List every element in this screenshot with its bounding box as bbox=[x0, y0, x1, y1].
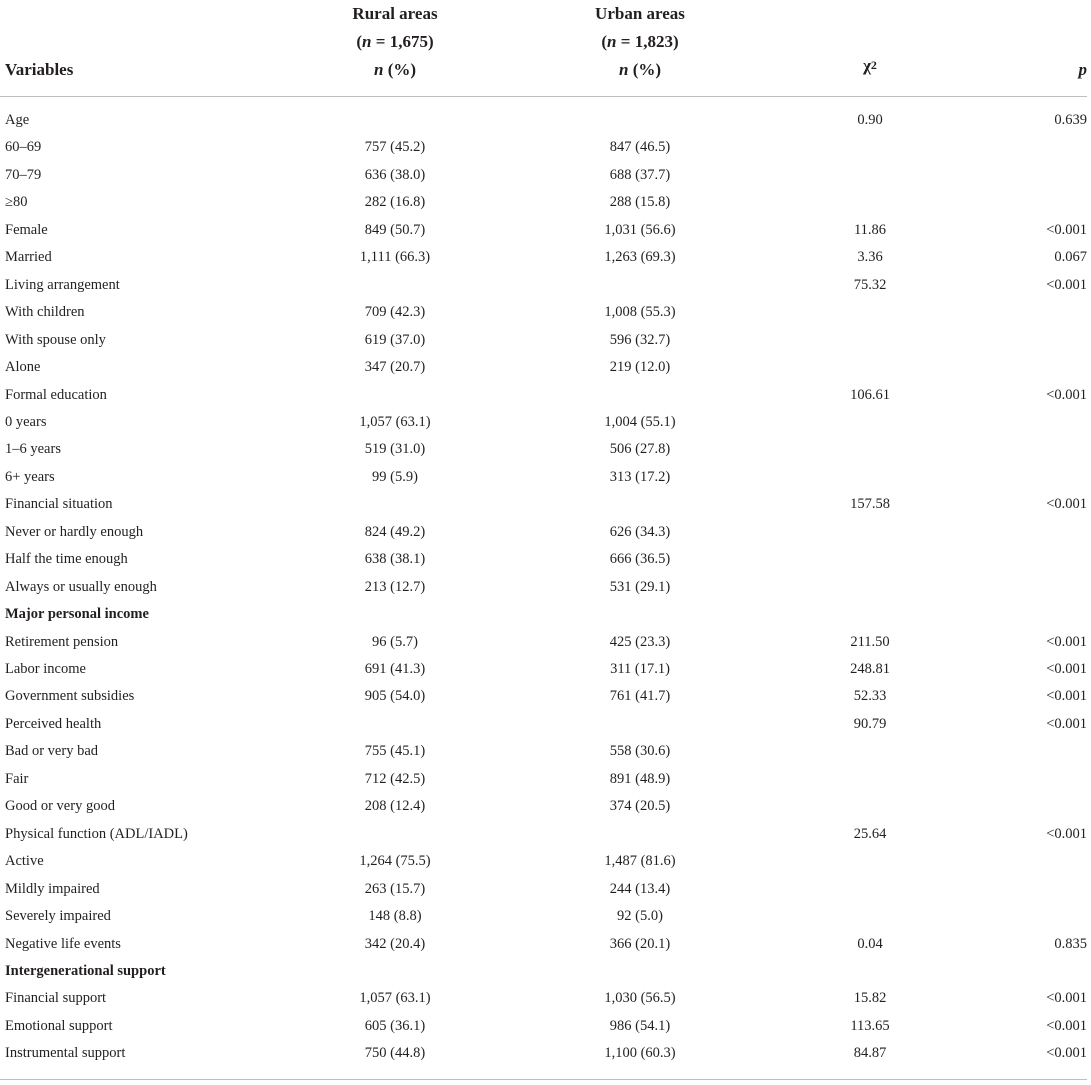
row-variable: Active bbox=[5, 853, 44, 870]
table-row bbox=[0, 327, 1091, 354]
row-variable: With spouse only bbox=[5, 331, 106, 348]
table-row bbox=[0, 134, 1091, 161]
header-rural-n: (n = 1,675) bbox=[356, 32, 434, 51]
row-variable: Physical function (ADL/IADL) bbox=[5, 825, 188, 842]
row-rural-value: 282 (16.8) bbox=[364, 194, 426, 211]
table-row bbox=[0, 1040, 1091, 1067]
row-urban-value: 761 (41.7) bbox=[609, 688, 671, 705]
row-variable: Financial support bbox=[5, 990, 107, 1007]
row-urban-value: 596 (32.7) bbox=[609, 331, 671, 348]
row-p-value: 0.639 bbox=[1054, 112, 1087, 128]
row-chi-square: 90.79 bbox=[853, 715, 887, 732]
row-rural-value: 638 (38.1) bbox=[364, 551, 426, 568]
row-variable: 6+ years bbox=[5, 468, 55, 485]
header-rural-areas bbox=[325, 0, 465, 84]
row-variable: Female bbox=[5, 221, 48, 238]
row-urban-value: 219 (12.0) bbox=[609, 359, 671, 376]
row-p-value: <0.001 bbox=[1046, 633, 1087, 650]
row-chi-square: 75.32 bbox=[853, 276, 887, 293]
row-rural-value: 905 (54.0) bbox=[364, 688, 426, 705]
row-variable: 0 years bbox=[5, 413, 47, 430]
row-urban-value: 1,031 (56.6) bbox=[604, 221, 676, 238]
row-rural-value: 519 (31.0) bbox=[364, 441, 426, 458]
row-urban-value: 531 (29.1) bbox=[609, 578, 671, 595]
row-variable: Mildly impaired bbox=[5, 880, 100, 897]
row-rural-value: 712 (42.5) bbox=[364, 770, 426, 787]
row-variable: Retirement pension bbox=[5, 633, 119, 650]
row-rural-value: 755 (45.1) bbox=[364, 743, 426, 760]
table-row bbox=[0, 683, 1091, 710]
row-urban-value: 1,100 (60.3) bbox=[604, 1045, 676, 1062]
row-variable: Financial situation bbox=[5, 496, 113, 513]
row-variable: Married bbox=[5, 249, 52, 266]
row-p-value: <0.001 bbox=[1046, 276, 1087, 293]
row-rural-value: 636 (38.0) bbox=[364, 166, 426, 183]
table-row bbox=[0, 354, 1091, 381]
table-row bbox=[0, 1013, 1091, 1040]
table-row bbox=[0, 656, 1091, 683]
row-variable: Fair bbox=[5, 770, 29, 787]
table-row bbox=[0, 519, 1091, 546]
row-urban-value: 425 (23.3) bbox=[609, 633, 671, 650]
row-rural-value: 96 (5.7) bbox=[372, 633, 418, 650]
row-urban-value: 366 (20.1) bbox=[609, 935, 671, 952]
row-urban-value: 626 (34.3) bbox=[609, 523, 671, 540]
row-rural-value: 757 (45.2) bbox=[364, 139, 426, 156]
header-urban-areas bbox=[570, 0, 710, 84]
row-urban-value: 986 (54.1) bbox=[609, 1017, 671, 1034]
row-chi-square: 0.90 bbox=[857, 112, 883, 128]
header-urban-title: Urban areas bbox=[595, 4, 685, 23]
row-p-value: <0.001 bbox=[1046, 688, 1087, 705]
row-variable: Severely impaired bbox=[5, 908, 111, 925]
row-chi-square: 25.64 bbox=[853, 825, 887, 842]
table-row bbox=[0, 299, 1091, 326]
row-rural-value: 750 (44.8) bbox=[364, 1045, 426, 1062]
row-urban-value: 313 (17.2) bbox=[609, 468, 671, 485]
table-row bbox=[0, 574, 1091, 601]
row-urban-value: 311 (17.1) bbox=[610, 661, 670, 677]
row-p-value: <0.001 bbox=[1046, 1017, 1087, 1034]
table-row bbox=[0, 546, 1091, 573]
row-variable: Instrumental support bbox=[5, 1045, 126, 1062]
table-row bbox=[0, 409, 1091, 436]
row-chi-square: 3.36 bbox=[857, 249, 883, 266]
row-variable: Intergenerational support bbox=[5, 962, 166, 979]
row-urban-value: 558 (30.6) bbox=[609, 743, 671, 760]
table-row bbox=[0, 272, 1091, 299]
row-urban-value: 1,263 (69.3) bbox=[604, 249, 676, 266]
table-row bbox=[0, 793, 1091, 820]
row-rural-value: 709 (42.3) bbox=[364, 304, 426, 321]
table-row bbox=[0, 931, 1091, 958]
row-chi-square: 52.33 bbox=[853, 688, 887, 705]
row-urban-value: 1,008 (55.3) bbox=[604, 304, 676, 321]
row-p-value: <0.001 bbox=[1046, 386, 1087, 403]
row-urban-value: 374 (20.5) bbox=[609, 798, 671, 815]
row-variable: Good or very good bbox=[5, 798, 115, 815]
row-rural-value: 619 (37.0) bbox=[364, 331, 426, 348]
row-chi-square: 113.65 bbox=[850, 1017, 890, 1034]
row-chi-square: 248.81 bbox=[850, 661, 890, 677]
row-variable: ≥80 bbox=[5, 194, 28, 211]
table-row bbox=[0, 766, 1091, 793]
row-urban-value: 847 (46.5) bbox=[609, 139, 671, 156]
row-variable: Bad or very bad bbox=[5, 743, 99, 760]
row-rural-value: 1,057 (63.1) bbox=[359, 413, 431, 430]
row-variable: Age bbox=[5, 112, 30, 128]
row-rural-value: 347 (20.7) bbox=[364, 359, 426, 376]
row-rural-value: 605 (36.1) bbox=[364, 1017, 426, 1034]
row-variable: Half the time enough bbox=[5, 551, 128, 568]
row-chi-square: 11.86 bbox=[853, 221, 887, 238]
row-rural-value: 1,111 (66.3) bbox=[359, 249, 431, 266]
row-p-value: <0.001 bbox=[1046, 221, 1087, 238]
row-variable: Labor income bbox=[5, 661, 86, 677]
row-urban-value: 244 (13.4) bbox=[609, 880, 671, 897]
header-variables: Variables bbox=[5, 60, 74, 79]
row-variable: Major personal income bbox=[5, 606, 149, 623]
table-row bbox=[0, 464, 1091, 491]
row-variable: Negative life events bbox=[5, 935, 121, 952]
row-urban-value: 688 (37.7) bbox=[609, 166, 671, 183]
row-p-value: <0.001 bbox=[1046, 715, 1087, 732]
row-chi-square: 106.61 bbox=[850, 386, 890, 403]
table-row bbox=[0, 436, 1091, 463]
row-variable: Perceived health bbox=[5, 715, 102, 732]
table-row bbox=[0, 876, 1091, 903]
table-row bbox=[0, 244, 1091, 271]
row-rural-value: 691 (41.3) bbox=[364, 661, 426, 677]
row-variable: Government subsidies bbox=[5, 688, 135, 705]
table-row bbox=[0, 491, 1091, 518]
row-urban-value: 891 (48.9) bbox=[609, 770, 671, 787]
header-chi-square: $\chi^2$ bbox=[863, 56, 877, 75]
row-urban-value: 92 (5.0) bbox=[617, 908, 663, 925]
row-chi-square: 84.87 bbox=[853, 1045, 887, 1062]
row-p-value: <0.001 bbox=[1046, 990, 1087, 1007]
row-rural-value: 208 (12.4) bbox=[364, 798, 426, 815]
row-chi-square: 157.58 bbox=[850, 496, 890, 513]
header-rural-title: Rural areas bbox=[352, 4, 438, 23]
row-variable: Formal education bbox=[5, 386, 107, 403]
table-row bbox=[0, 711, 1091, 738]
table-row bbox=[0, 629, 1091, 656]
header-rural-sub: n (%) bbox=[373, 60, 417, 79]
row-p-value: <0.001 bbox=[1046, 825, 1087, 842]
table-row bbox=[0, 821, 1091, 848]
row-rural-value: 213 (12.7) bbox=[364, 578, 426, 595]
row-chi-square: 15.82 bbox=[853, 990, 887, 1007]
row-rural-value: 849 (50.7) bbox=[364, 221, 426, 238]
row-rural-value: 1,057 (63.1) bbox=[359, 990, 431, 1007]
row-rural-value: 148 (8.8) bbox=[368, 908, 422, 925]
row-urban-value: 288 (15.8) bbox=[609, 194, 671, 211]
row-urban-value: 1,487 (81.6) bbox=[604, 853, 676, 870]
table-row bbox=[0, 382, 1091, 409]
row-variable: Living arrangement bbox=[5, 276, 120, 293]
row-rural-value: 99 (5.9) bbox=[372, 468, 418, 485]
table-row bbox=[0, 848, 1091, 875]
row-chi-square: 211.50 bbox=[850, 633, 890, 650]
row-rural-value: 342 (20.4) bbox=[364, 935, 426, 952]
table-row bbox=[0, 903, 1091, 930]
table-row bbox=[0, 601, 1091, 628]
row-variable: 70–79 bbox=[5, 166, 42, 183]
row-variable: With children bbox=[5, 304, 85, 321]
header-p-value: p bbox=[1078, 60, 1087, 79]
row-chi-square: 0.04 bbox=[857, 935, 883, 952]
table-row bbox=[0, 958, 1091, 985]
row-variable: Emotional support bbox=[5, 1017, 113, 1034]
header-urban-n: (n = 1,823) bbox=[601, 32, 679, 51]
row-variable: 1–6 years bbox=[5, 441, 61, 458]
table-row bbox=[0, 217, 1091, 244]
row-urban-value: 1,030 (56.5) bbox=[604, 990, 676, 1007]
row-variable: 60–69 bbox=[5, 139, 42, 156]
row-p-value: 0.835 bbox=[1054, 935, 1087, 952]
row-variable: Always or usually enough bbox=[5, 578, 157, 595]
bottom-divider bbox=[0, 1079, 1087, 1080]
row-urban-value: 666 (36.5) bbox=[609, 551, 671, 568]
header-urban-sub: n (%) bbox=[618, 60, 662, 79]
row-rural-value: 263 (15.7) bbox=[364, 880, 426, 897]
row-p-value: <0.001 bbox=[1046, 1045, 1087, 1062]
row-rural-value: 1,264 (75.5) bbox=[359, 853, 431, 870]
row-urban-value: 506 (27.8) bbox=[609, 441, 671, 458]
row-p-value: <0.001 bbox=[1046, 661, 1087, 677]
table-row bbox=[0, 162, 1091, 189]
table-row bbox=[0, 738, 1091, 765]
table-row bbox=[0, 107, 1091, 134]
row-variable: Alone bbox=[5, 359, 41, 376]
row-p-value: <0.001 bbox=[1046, 496, 1087, 513]
row-urban-value: 1,004 (55.1) bbox=[604, 413, 676, 430]
table-row bbox=[0, 189, 1091, 216]
table-row bbox=[0, 985, 1091, 1012]
row-p-value: 0.067 bbox=[1054, 249, 1087, 266]
row-rural-value: 824 (49.2) bbox=[364, 523, 426, 540]
header-divider bbox=[0, 96, 1087, 97]
row-variable: Never or hardly enough bbox=[5, 523, 144, 540]
